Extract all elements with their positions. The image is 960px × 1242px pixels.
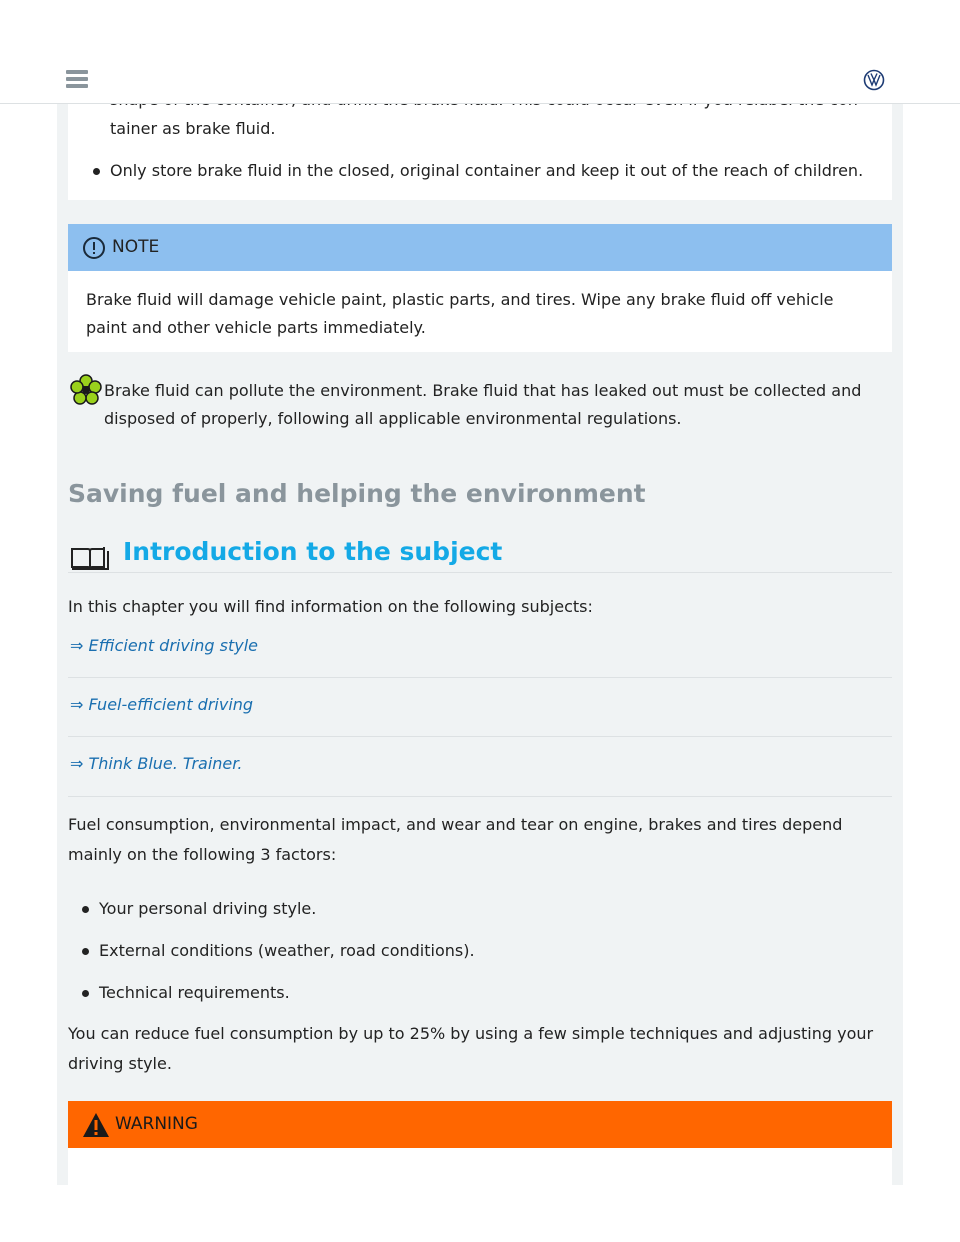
warning-triangle-icon bbox=[82, 1112, 110, 1138]
divider bbox=[68, 572, 892, 573]
note-box bbox=[68, 224, 892, 352]
factor-item: Technical requirements. bbox=[82, 978, 290, 1007]
section-title: Saving fuel and helping the environment bbox=[68, 479, 646, 508]
factor-item: Your personal driving style. bbox=[82, 894, 316, 923]
warning-bullet: Only store brake fluid in the closed, original container and keep it out of the reach of children. bbox=[93, 156, 863, 185]
warning-text: tainer as brake fluid. bbox=[110, 119, 276, 138]
body-text: driving style. bbox=[68, 1054, 172, 1073]
link-efficient-driving-style[interactable]: ⇒ Efficient driving style bbox=[70, 636, 259, 655]
divider bbox=[68, 677, 892, 678]
divider bbox=[68, 736, 892, 737]
book-icon bbox=[70, 543, 110, 571]
warning-box bbox=[68, 1101, 892, 1201]
divider bbox=[68, 796, 892, 797]
note-text: paint and other vehicle parts immediately. bbox=[86, 318, 426, 337]
vw-logo-icon[interactable] bbox=[863, 69, 885, 91]
note-title: NOTE bbox=[112, 237, 160, 257]
link-fuel-efficient-driving[interactable]: ⇒ Fuel-efficient driving bbox=[70, 695, 254, 714]
top-bar bbox=[0, 0, 960, 104]
note-header bbox=[68, 224, 892, 271]
factor-item: External conditions (weather, road conditions). bbox=[82, 936, 475, 965]
environment-text: disposed of properly, following all applicable environmental regulations. bbox=[104, 409, 682, 428]
warning-header bbox=[68, 1101, 892, 1148]
warning-title: WARNING bbox=[115, 1114, 198, 1134]
body-text: You can reduce fuel consumption by up to 25% by using a few simple techniques and adjusting your bbox=[68, 1024, 874, 1043]
environment-flower-icon bbox=[70, 374, 102, 406]
link-think-blue-trainer[interactable]: ⇒ Think Blue. Trainer. bbox=[70, 754, 243, 773]
intro-lead: In this chapter you will find information on the following subjects: bbox=[68, 597, 593, 616]
note-text: Brake fluid will damage vehicle paint, plastic parts, and tires. Wipe any brake fluid off vehicle bbox=[86, 290, 834, 309]
body-text: Fuel consumption, environmental impact, and wear and tear on engine, brakes and tires depend bbox=[68, 815, 843, 834]
body-text: mainly on the following 3 factors: bbox=[68, 845, 337, 864]
hamburger-menu-icon[interactable] bbox=[66, 70, 88, 91]
environment-text: Brake fluid can pollute the environment. Brake fluid that has leaked out must be collected and bbox=[104, 381, 862, 400]
info-exclamation-icon bbox=[82, 236, 106, 260]
content-area bbox=[57, 103, 903, 1185]
intro-title: Introduction to the subject bbox=[123, 537, 503, 566]
